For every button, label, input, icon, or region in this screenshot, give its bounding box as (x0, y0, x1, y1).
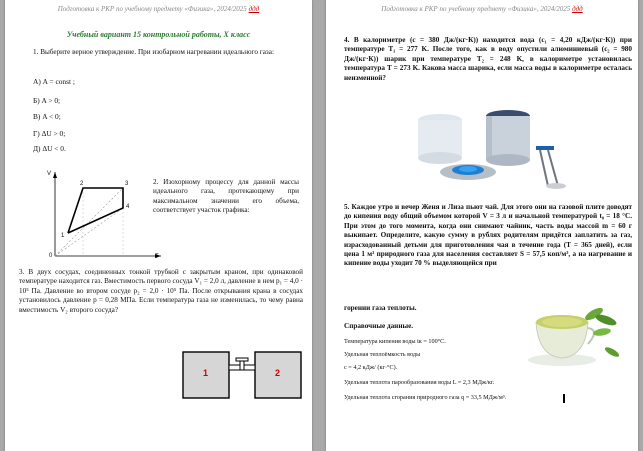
graph-axis-t-label: T (155, 254, 159, 260)
text-cursor (563, 394, 565, 403)
question-4-text: 4. В калориметре (c = 380 Дж/(кг·К)) находится вода (c₁ = 4,20 кДж/(кг·К)) при температуре T₁ = 277 K. После того, как в воду опустили алюминиевый (c₂ = 980 Дж/(кг·К)) шарик при температуре T₂ = 248 K, в калориметре установилась температура T = 273 K. Какова масса шарика, если масса воды в калориметре осталась неизменной? (344, 36, 632, 82)
reference-heat-capacity-value: c = 4,2 кДж/ (кг·°С). (344, 364, 398, 371)
worksheet-title: Учебный вариант 15 контрольной работы, Х класс (66, 30, 251, 39)
question-1-text: 1. Выберите верное утверждение. При изобарном нагревании идеального газа: (33, 48, 274, 56)
reference-boiling-point: Температура кипения воды tк = 100°С. (344, 338, 446, 345)
page-header: Подготовка к РКР по учебному предмету «Физика», 2024/2025 ддд (381, 5, 583, 13)
question-1-option-a: А) A = const ; (33, 77, 75, 86)
page-header: Подготовка к РКР по учебному предмету «Физика», 2024/2025 ддд (57, 5, 260, 13)
question-2-text: 2. Изохорному процессу для данной массы идеального газа, протекающему при максимальном значении его объема, соответствует участок графика: (153, 178, 299, 215)
question-1-option-c: В) A < 0; (33, 112, 61, 121)
reference-vaporization-heat: Удельная теплота парообразования воды L = 2,3 МДж/кг. (344, 379, 495, 386)
reference-data-title: Справочные данные. (344, 322, 414, 330)
question-1-option-d: Г) ΔU > 0; (33, 129, 66, 138)
graph-point-1-label: 1 (61, 233, 65, 239)
page-2 (326, 0, 638, 451)
calorimeter-photo (408, 100, 576, 190)
question-5-text-tail: горении газа теплоты. (344, 304, 417, 312)
graph-axis-v-label: V (47, 171, 52, 177)
page-1 (5, 0, 312, 451)
graph-point-3-label: 3 (125, 181, 129, 187)
question-1-option-e: Д) ΔU < 0. (33, 144, 66, 153)
graph-point-2-label: 2 (80, 181, 84, 187)
tea-cup-photo (522, 300, 622, 368)
vessel-1-label: 1 (203, 368, 209, 378)
question-5-text: 5. Каждое утро и вечер Женя и Лиза пьют чай. Для этого они на газовой плите доводят до кипения воду общий объемом которой V = 3 л и начальной температурой t₀ = 18 °С. При этом до того момента, когда они снимают чайник, часть воды массой m = 60 г выкипает. Определите, какую сумму в рублях родителям придётся заплатить за газ, израсходованный детьми для приготовления чая в течение года (T = 365 дней), если цена 1 м³ природного газа для населения составляет S = 57,5 коп/м³, а на нагревание и кипение воды уходит 70 % выделяющейся при (344, 203, 632, 268)
vessel-2-label: 2 (275, 368, 281, 378)
vessels-diagram (182, 351, 302, 399)
question-1-option-b: Б) A > 0; (33, 96, 61, 105)
reference-heat-capacity-label: Удельная теплоёмкость воды (344, 351, 421, 358)
graph-origin-label: 0 (49, 253, 53, 259)
vt-graph (43, 168, 163, 268)
reference-combustion-heat: Удельная теплота сгорания природного газа q = 33,5 МДж/м³. (344, 394, 507, 401)
graph-point-4-label: 4 (126, 204, 130, 210)
question-3-text: 3. В двух сосудах, соединенных тонкой трубкой с закрытым краном, при одинаковой температуре находится газ. Вместимость первого сосуда V₁ = 2,0 л, давление в нем p₁ = 4,0 · 10⁵ Па. Давление во втором сосуде p₂ = 2,0 · 10⁵ Па. После открывания крана в сосудах установилось давление p = 0,28 МПа. Если температура газа не изменилась, то чему равна вместимость V₂ второго сосуда? (19, 268, 303, 314)
